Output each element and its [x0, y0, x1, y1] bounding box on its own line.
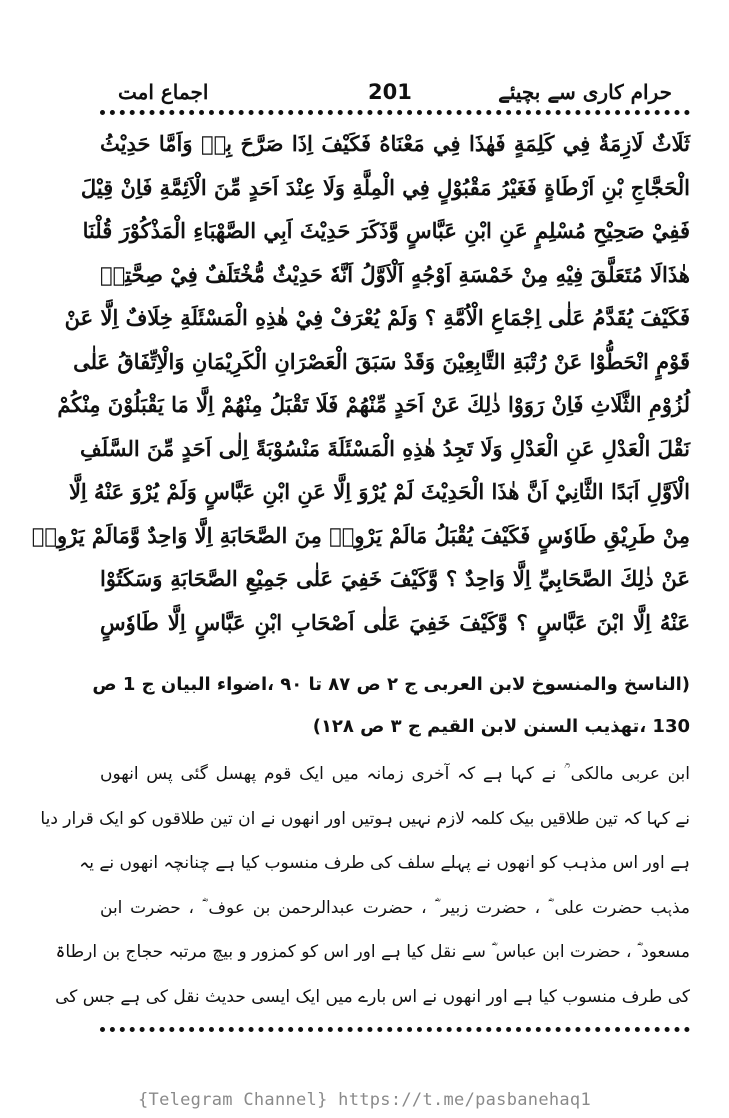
footer-divider — [100, 1027, 690, 1032]
reference-line: 130 ،تهذیب السنن لابن القیم ج ۳ ص ۱۲۸) — [312, 716, 690, 737]
arabic-line: لُزُوْمِ الثَّلَاثِ فَاِنْ رَوَوْا ذٰلِكَ عَنْ اَحَدٍ مِّنْهُمْ فَلَا تَقْبَلُ مِنْهُمْ اِلَّا مَا يَقْبَلُوْنَ مِنْكُمْ — [57, 392, 690, 417]
arabic-line: فَكَيْفَ يُقَدَّمُ عَلٰى اِجْمَاعِ الْاُمَّةِ ؟ وَلَمْ يُعْرَفْ فِيْ هٰذِهِ الْمَسْئَلَةِ خِلَافٌ اِلَّا عَنْ — [64, 305, 690, 330]
page-header — [100, 78, 690, 108]
page-number: 201 — [368, 80, 412, 104]
arabic-line: الْحَجَّاجِ بْنِ اَرْطَاةٍ فَغَيْرُ مَقْبُوْلٍ فِي الْمِلَّةِ وَلَا عِنْدَ اَحَدٍ مِّنَ الْاَئِمَّةِ فَاِنْ قِيْلَ — [80, 174, 690, 200]
chapter-title: اجماع امت — [118, 80, 209, 104]
arabic-line: نَقْلَ الْعَدْلِ عَنِ الْعَدْلِ وَلَا تَجِدُ هٰذِهِ الْمَسْئَلَةَ مَنْسُوْبَةً اِلٰى اَحَدٍ مِّنَ السَّلَفِ — [80, 435, 690, 461]
book-title: حرام کاری سے بچیئے — [498, 80, 672, 104]
watermark-text: {Telegram Channel} https://t.me/pasbanehaq1 — [138, 1090, 591, 1110]
arabic-line: عَنْ ذٰلِكَ الصَّحَابِيِّ اِلَّا وَاحِدٌ ؟ وَّكَيْفَ خَفِيَ عَلٰى جَمِيْعِ الصَّحَابَةِ وَسَكَتُوْا — [100, 566, 690, 591]
urdu-line: نے کہا کہ تین طلاقیں بیک کلمہ لازم نہیں ہوتیں اور انھوں نے ان تین طلاقوں کو ایک قرار دیا — [40, 808, 690, 829]
urdu-line: ہے اور اس مذہب کو انھوں نے پہلے سلف کی طرف منسوب کیا ہے چنانچہ انھوں نے یہ — [79, 853, 690, 873]
urdu-line: کی طرف منسوب کیا ہے اور انھوں نے اس بارے میں ایک ایسی حدیث نقل کی ہے جس کی — [55, 986, 690, 1007]
arabic-line: ثَلَاثٌ لَازِمَةٌ فِي كَلِمَةٍ فَهٰذَا فِي مَعْنَاهُ فَكَيْفَ اِذَا صَرَّحَ بِهٖ وَاَمَّا حَدِيْثُ — [100, 131, 690, 156]
arabic-line: عَنْهُ اِلَّا ابْنَ عَبَّاسٍ ؟ وَّكَيْفَ خَفِيَ عَلٰى اَصْحَابِ ابْنِ عَبَّاسٍ اِلَّا طَاوٗسٍ — [100, 609, 690, 635]
arabic-line: هٰذَالَا مُتَعَلَّقَ فِيْهِ مِنْ خَمْسَةِ اَوْجُهٍ اَلْاَوَّلُ اَنَّهٗ حَدِيْثٌ مُّخْتَلَفٌ فِيْ صِحَّتِهٖ — [100, 261, 690, 287]
urdu-line: مسعود ؓ ، حضرت ابن عباس ؓ سے نقل کیا ہے اور اس کو کمزور و بیچ مرتبہ حجاج بن ارطاۃ — [55, 942, 690, 962]
arabic-line: قَوْمٍ انْحَطُّوْا عَنْ رُتْبَةِ التَّابِعِيْنَ وَقَدْ سَبَقَ الْعَصْرَانِ الْكَرِيْمَانِ وَالْاِتِّفَاقُ عَلٰى — [73, 348, 690, 374]
arabic-line: مِنْ طَرِيْقِ طَاوٗسٍ فَكَيْفَ يُقْبَلُ مَالَمْ يَرْوِهٖ مِنَ الصَّحَابَةِ اِلَّا وَاحِدٌ وَّمَالَمْ يَرْوِهٖ — [31, 522, 690, 548]
arabic-line: فَفِيْ صَحِيْحِ مُسْلِمٍ عَنِ ابْنِ عَبَّاسٍ وَّذَكَرَ حَدِيْثَ اَبِي الصَّهْبَاءِ الْمَذْكُوْرَ قُلْنَا — [82, 218, 690, 243]
arabic-line: الْاَوَّلِ اَبَدًا الثَّانِيْ اَنَّ هٰذَا الْحَدِيْثَ لَمْ يُرْوَ اِلَّا عَنِ ابْنِ عَبَّاسٍ وَلَمْ يُرْوَ عَنْهُ اِلَّا — [68, 479, 690, 504]
reference-line: (الناسخ والمنسوخ لابن العربی ج ۲ ص ۸۷ تا ۹۰ ،اضواء البیان ج 1 ص — [92, 674, 690, 695]
urdu-text-block — [40, 752, 690, 1019]
header-divider — [100, 110, 690, 115]
urdu-line: مذہب حضرت علی ؓ ، حضرت زبیر ؓ ، حضرت عبدالرحمن بن عوف ؓ ، حضرت ابن — [100, 897, 690, 918]
arabic-text-block — [31, 122, 690, 644]
urdu-line: ابن عربی مالکی ؒ نے کہا ہے کہ آخری زمانہ میں ایک قوم پھسل گئی پس انھوں — [100, 764, 690, 784]
reference-citation — [92, 664, 690, 748]
